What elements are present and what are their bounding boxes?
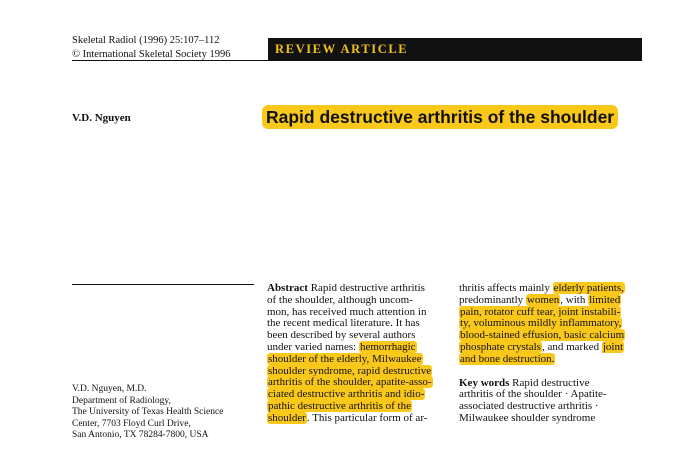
highlighted-text: ty, voluminous mildly inflammatory, xyxy=(460,317,622,330)
text-run: Milwaukee shoulder syndrome xyxy=(459,411,596,424)
text-run: thritis affects mainly xyxy=(459,282,553,294)
highlighted-text: shoulder of the elderly, Milwaukee xyxy=(268,352,422,365)
highlighted-text: pathic destructive arthritis of the xyxy=(268,399,411,412)
highlighted-text: joint xyxy=(602,340,623,353)
highlighted-text: ciated destructive arthritis and idio- xyxy=(268,388,425,401)
text-run: mon, has received much attention in xyxy=(267,305,427,318)
abstract-line xyxy=(267,342,433,354)
highlighted-text: pain, rotator cuff tear, joint instabili- xyxy=(460,305,621,318)
abstract-line xyxy=(267,413,433,425)
abstract-column-2 xyxy=(459,283,625,425)
text-run: associated destructive arthritis · xyxy=(459,400,599,413)
text-run: , with xyxy=(560,293,589,306)
journal-copyright: © International Skeletal Society 1996 xyxy=(72,49,231,60)
highlighted-text: and bone destruction. xyxy=(460,352,555,365)
author-name: V.D. Nguyen xyxy=(72,112,131,124)
highlighted-text: hemorrhagic xyxy=(359,340,416,353)
highlighted-text: arthritis of the shoulder, apatite-asso- xyxy=(268,376,432,389)
abstract-column-1 xyxy=(267,283,433,425)
text-run: . This particular form of ar- xyxy=(306,411,428,424)
affiliation-line: Center, 7703 Floyd Curl Drive, xyxy=(72,418,191,429)
highlighted-text: limited xyxy=(589,293,621,306)
text-run: been described by several authors xyxy=(267,329,416,342)
article-title: Rapid destructive arthritis of the shoulder xyxy=(262,105,618,129)
abstract-line xyxy=(459,354,625,366)
highlighted-text: women xyxy=(526,293,560,306)
affiliation-line: The University of Texas Health Science xyxy=(72,407,224,417)
text-run: the recent medical literature. It has xyxy=(267,317,420,330)
keywords-heading: Key words xyxy=(459,376,513,389)
journal-volume: Skeletal Radiol (1996) 25:107–112 xyxy=(72,35,220,46)
review-article-banner: REVIEW ARTICLE xyxy=(268,38,642,60)
abstract-heading: Abstract xyxy=(267,282,311,294)
journal-citation xyxy=(72,34,230,62)
author-affiliation xyxy=(72,384,223,442)
text-run: , and marked xyxy=(541,340,602,353)
highlighted-text: blood-stained effusion, basic calcium xyxy=(460,329,625,342)
text-run: predominantly xyxy=(459,293,526,306)
affiliation-rule xyxy=(72,284,254,285)
text-run: arthritis of the shoulder · Apatite- xyxy=(459,388,607,401)
text-run: under varied names: xyxy=(267,340,359,353)
keywords-block xyxy=(459,378,625,425)
affiliation-line: San Antonio, TX 78284-7800, USA xyxy=(72,430,209,440)
abstract-line xyxy=(459,342,625,354)
text-run: of the shoulder, although uncom- xyxy=(267,293,413,306)
affiliation-line: V.D. Nguyen, M.D. xyxy=(72,384,147,394)
abstract-line xyxy=(267,354,433,366)
keywords-line xyxy=(459,413,625,425)
highlighted-text: shoulder syndrome, rapid destructive xyxy=(268,364,432,377)
text-run: Rapid destructive xyxy=(512,376,590,389)
header-rule xyxy=(72,60,642,61)
affiliation-line: Department of Radiology, xyxy=(72,395,171,406)
highlighted-text: elderly patients, xyxy=(553,282,624,294)
abstract-line xyxy=(459,295,625,307)
highlighted-text: shoulder xyxy=(268,411,306,424)
text-run: Rapid destructive arthritis xyxy=(310,282,425,294)
highlighted-text: phosphate crystals xyxy=(460,340,541,353)
